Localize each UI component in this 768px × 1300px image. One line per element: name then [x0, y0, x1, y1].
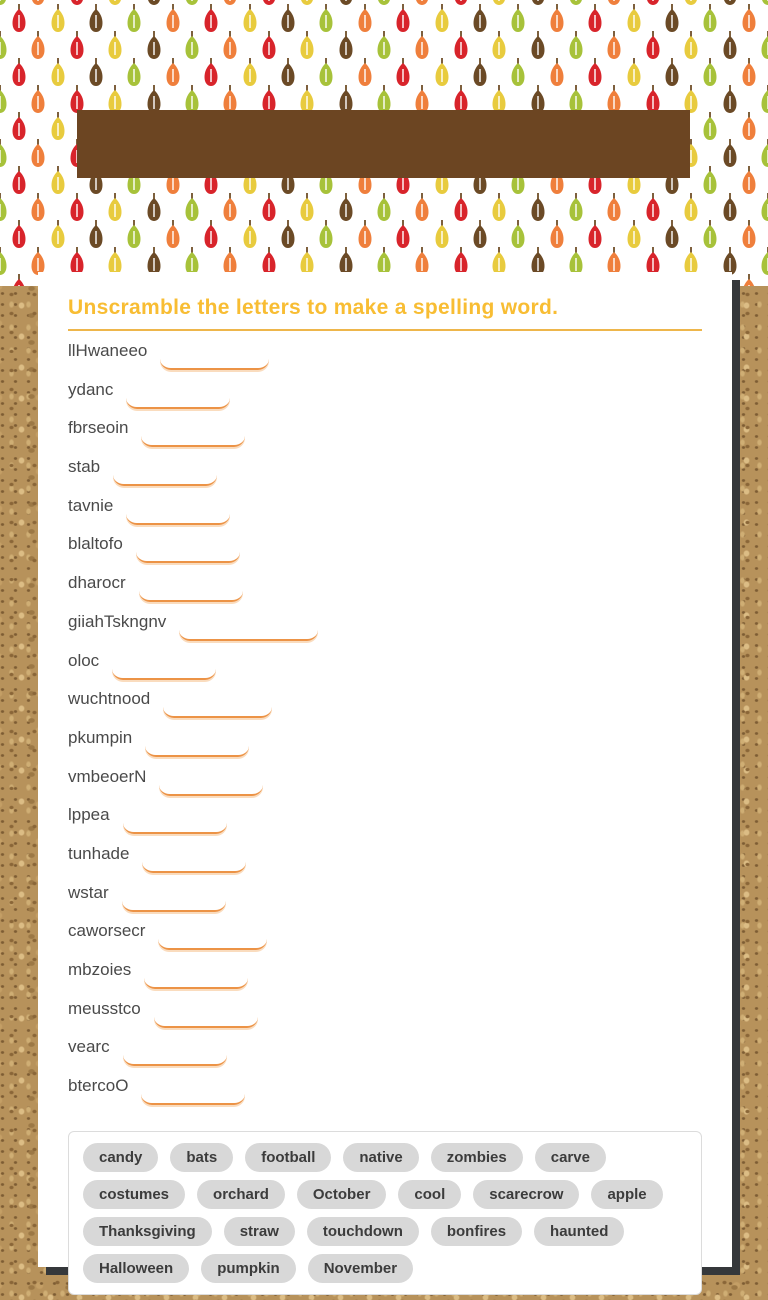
word-bank-chip: October	[297, 1180, 387, 1209]
scrambled-word: caworsecr	[68, 921, 146, 941]
scrambled-word: btercoO	[68, 1076, 129, 1096]
scramble-row	[68, 534, 702, 573]
answer-input[interactable]	[113, 466, 217, 486]
answer-input[interactable]	[144, 969, 248, 989]
word-bank-chip: Halloween	[83, 1254, 189, 1283]
answer-input[interactable]	[112, 660, 216, 680]
scramble-row	[68, 612, 702, 651]
scramble-row	[68, 651, 702, 690]
word-bank-chip: carve	[535, 1143, 606, 1172]
title-divider	[68, 329, 702, 331]
scramble-row	[68, 883, 702, 922]
word-bank-chip: costumes	[83, 1180, 185, 1209]
scrambled-word: wuchtnood	[68, 689, 151, 709]
answer-input[interactable]	[160, 350, 269, 370]
answer-input[interactable]	[145, 737, 249, 757]
scramble-row	[68, 999, 702, 1038]
scrambled-word: oloc	[68, 650, 100, 670]
word-bank-chip: haunted	[534, 1217, 624, 1246]
scrambled-word: stab	[68, 457, 101, 477]
answer-input[interactable]	[141, 1085, 245, 1105]
word-bank-chip: orchard	[197, 1180, 285, 1209]
answer-input[interactable]	[139, 582, 243, 602]
scramble-row	[68, 960, 702, 999]
scrambled-word: dharocr	[68, 573, 126, 593]
word-bank-chip: zombies	[431, 1143, 523, 1172]
title-banner-rect	[77, 110, 690, 178]
scramble-row	[68, 767, 702, 806]
scramble-row	[68, 844, 702, 883]
scrambled-word: ydanc	[68, 379, 114, 399]
answer-input[interactable]	[163, 698, 272, 718]
answer-input[interactable]	[154, 1008, 258, 1028]
answer-input[interactable]	[123, 1046, 227, 1066]
scramble-row	[68, 1037, 702, 1076]
scramble-row	[68, 689, 702, 728]
scrambled-word: blaltofo	[68, 534, 123, 554]
scramble-row	[68, 496, 702, 535]
scramble-row	[68, 921, 702, 960]
scrambled-word: tavnie	[68, 495, 114, 515]
word-bank-chip: straw	[224, 1217, 295, 1246]
scrambled-word: pkumpin	[68, 727, 133, 747]
scrambled-word: llHwaneeo	[68, 341, 148, 360]
scramble-row	[68, 573, 702, 612]
word-bank	[68, 1131, 702, 1295]
word-bank-chip: bonfires	[431, 1217, 522, 1246]
answer-input[interactable]	[142, 853, 246, 873]
answer-input[interactable]	[126, 505, 230, 525]
answer-input[interactable]	[158, 930, 267, 950]
scramble-row	[68, 728, 702, 767]
scrambled-word: vmbeoerN	[68, 766, 147, 786]
answer-input[interactable]	[159, 776, 263, 796]
answer-input[interactable]	[136, 543, 240, 563]
answer-input[interactable]	[123, 814, 227, 834]
word-bank-chip: football	[245, 1143, 331, 1172]
scrambled-word: mbzoies	[68, 960, 132, 979]
answer-input[interactable]	[179, 621, 318, 641]
scrambled-word: giiahTskngnv	[68, 611, 167, 631]
scrambled-word: tunhade	[68, 843, 130, 863]
answer-input[interactable]	[141, 427, 245, 447]
scramble-row	[68, 805, 702, 844]
word-bank-chip: Thanksgiving	[83, 1217, 212, 1246]
scrambled-word: lppea	[68, 805, 110, 825]
scrambled-word: fbrseoin	[68, 418, 129, 438]
word-bank-chip: touchdown	[307, 1217, 419, 1246]
word-bank-chip: pumpkin	[201, 1254, 296, 1283]
answer-input[interactable]	[126, 389, 230, 409]
scramble-row	[68, 1076, 702, 1115]
scramble-row	[68, 457, 702, 496]
word-bank-chip: cool	[398, 1180, 461, 1209]
scramble-row	[68, 341, 702, 380]
word-bank-chip: November	[308, 1254, 413, 1283]
scrambled-word: meusstco	[68, 998, 141, 1018]
worksheet-card	[38, 272, 732, 1277]
word-bank-chip: candy	[83, 1143, 158, 1172]
scramble-row	[68, 380, 702, 419]
header-banner-image	[0, 0, 768, 286]
word-bank-chip: native	[343, 1143, 418, 1172]
word-bank-chip: scarecrow	[473, 1180, 579, 1209]
scramble-list	[68, 341, 702, 1115]
scrambled-word: wstar	[68, 882, 109, 902]
word-bank-chip: apple	[591, 1180, 662, 1209]
word-bank-chip: bats	[170, 1143, 233, 1172]
answer-input[interactable]	[122, 892, 226, 912]
scramble-row	[68, 418, 702, 457]
scrambled-word: vearc	[68, 1037, 110, 1057]
instructions-title: Unscramble the letters to make a spelling word.	[68, 296, 559, 319]
